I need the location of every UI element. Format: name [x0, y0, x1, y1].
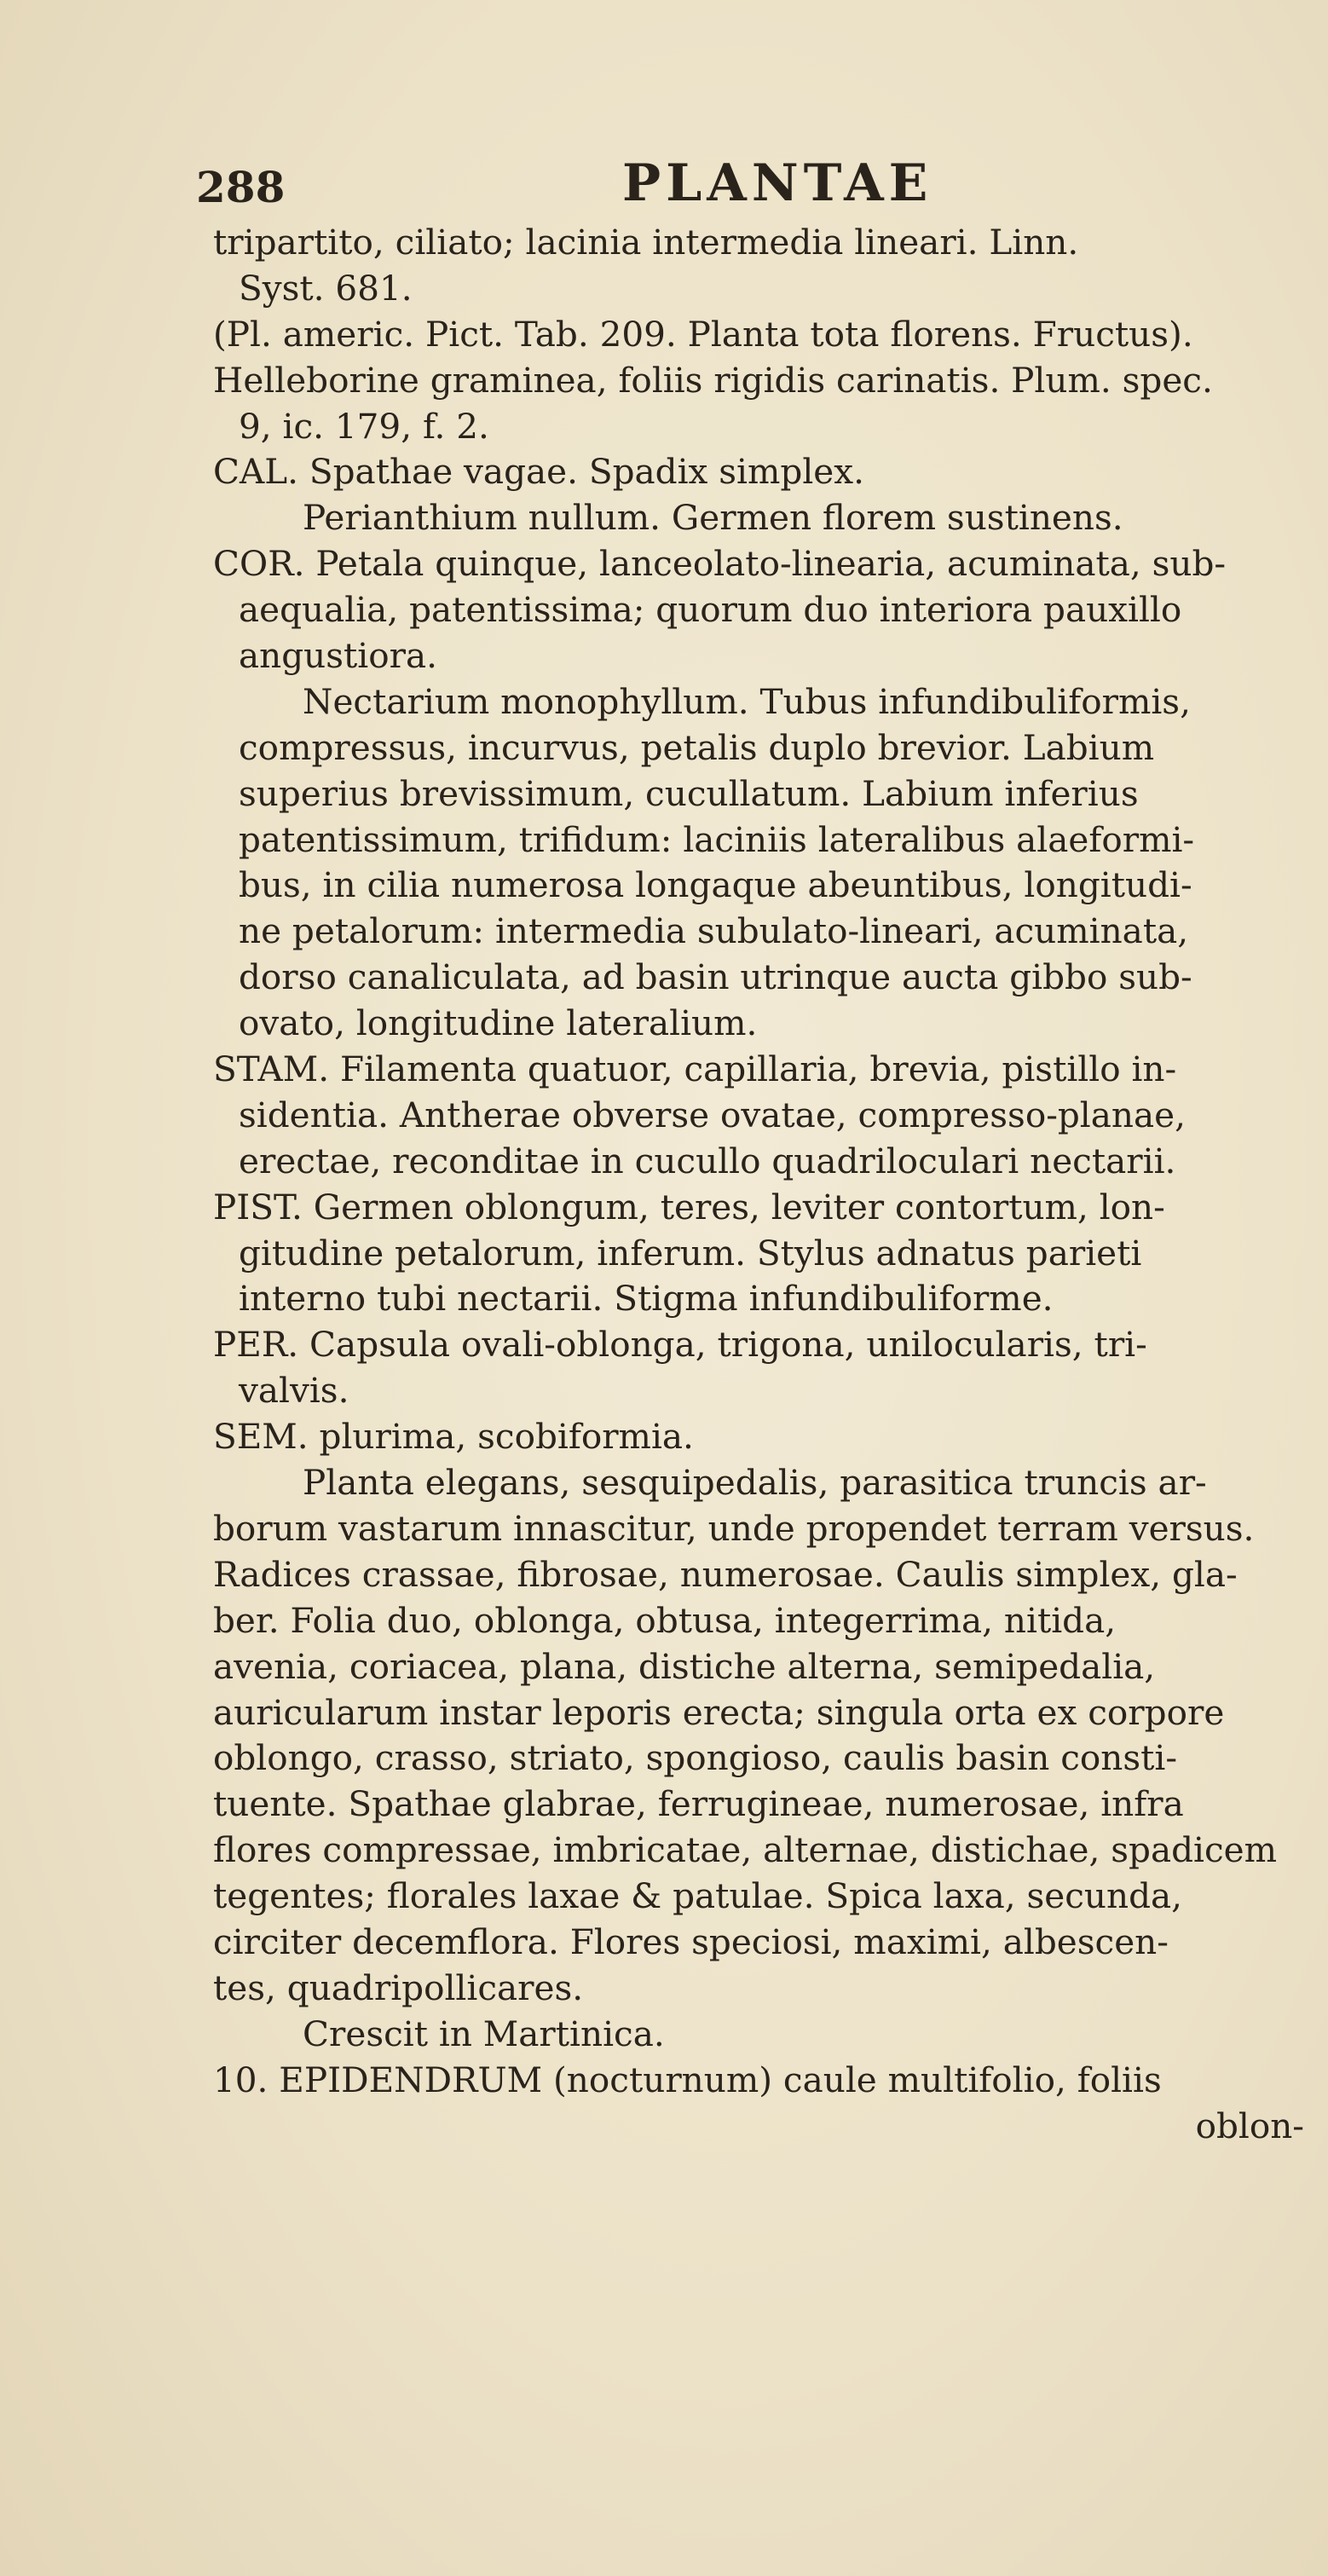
- text-line: 10. EPIDENDRUM (nocturnum) caule multifolio, foliis: [213, 2059, 1162, 2100]
- text-line: Perianthium nullum. Germen florem sustinens.: [303, 497, 1123, 539]
- text-line: Planta elegans, sesquipedalis, parasitica truncis ar-: [303, 1462, 1207, 1504]
- text-line: patentissimum, trifidum: laciniis lateralibus alaeformi-: [239, 818, 1195, 860]
- main-text: [213, 220, 1313, 2149]
- text-line: superius brevissimum, cucullatum. Labium inferius: [239, 772, 1139, 814]
- text-line: COR. Petala quinque, lanceolato-linearia, acuminata, sub-: [213, 543, 1227, 585]
- text-line: STAM. Filamenta quatuor, capillaria, brevia, pistillo in-: [213, 1048, 1177, 1090]
- text-line: ovato, longitudine lateralium.: [239, 1002, 758, 1044]
- text-line: ber. Folia duo, oblonga, obtusa, integerrima, nitida,: [213, 1599, 1117, 1641]
- text-line: Radices crassae, fibrosae, numerosae. Caulis simplex, gla-: [213, 1553, 1238, 1595]
- text-line: PER. Capsula ovali-oblonga, trigona, unilocularis, tri-: [213, 1324, 1147, 1366]
- text-line: tes, quadripollicares.: [213, 1967, 584, 2008]
- text-line: circiter decemflora. Flores speciosi, maximi, albescen-: [213, 1920, 1169, 1962]
- text-line: auricularum instar leporis erecta; singula orta ex corpore: [213, 1691, 1225, 1733]
- text-line: Syst. 681.: [239, 267, 413, 309]
- text-line: aequalia, patentissima; quorum duo interiora pauxillo: [239, 589, 1182, 631]
- text-line: valvis.: [239, 1370, 349, 1412]
- text-line: tegentes; florales laxae & patulae. Spica laxa, secunda,: [213, 1875, 1183, 1917]
- text-line: CAL. Spathae vagae. Spadix simplex.: [213, 451, 864, 493]
- text-line: ne petalorum: intermedia subulato-lineari, acuminata,: [239, 910, 1189, 952]
- text-line: dorso canaliculata, ad basin utrinque aucta gibbo sub-: [239, 956, 1192, 998]
- text-line: 9, ic. 179, f. 2.: [239, 405, 489, 447]
- catchword: oblon-: [1195, 2105, 1304, 2146]
- text-line: Nectarium monophyllum. Tubus infundibuliformis,: [303, 680, 1191, 722]
- text-line: sidentia. Antherae obverse ovatae, compresso-planae,: [239, 1094, 1186, 1135]
- text-line: interno tubi nectarii. Stigma infundibuliforme.: [239, 1278, 1054, 1320]
- text-line: tripartito, ciliato; lacinia intermedia lineari. Linn.: [213, 222, 1079, 263]
- text-line: compressus, incurvus, petalis duplo brevior. Labium: [239, 726, 1155, 768]
- text-line: Helleborine graminea, foliis rigidis carinatis. Plum. spec.: [213, 359, 1213, 401]
- text-line: flores compressae, imbricatae, alternae, distichae, spadicem: [213, 1829, 1278, 1871]
- running-title: PLANTAE: [622, 153, 933, 213]
- text-line: oblongo, crasso, striato, spongioso, caulis basin consti-: [213, 1737, 1178, 1779]
- text-line: tuente. Spathae glabrae, ferrugineae, numerosae, infra: [213, 1783, 1184, 1825]
- page-number: 288: [196, 162, 286, 212]
- text-line: erectae, reconditae in cucullo quadriloculari nectarii.: [239, 1140, 1176, 1181]
- text-line: gitudine petalorum, inferum. Stylus adnatus parieti: [239, 1232, 1142, 1274]
- text-line: avenia, coriacea, plana, distiche alterna, semipedalia,: [213, 1645, 1156, 1687]
- text-line: Crescit in Martinica.: [303, 2013, 665, 2054]
- text-line: borum vastarum innascitur, unde propendet terram versus.: [213, 1507, 1255, 1549]
- text-line: PIST. Germen oblongum, teres, leviter contortum, lon-: [213, 1186, 1165, 1227]
- text-line: angustiora.: [239, 635, 438, 677]
- text-line: (Pl. americ. Pict. Tab. 209. Planta tota florens. Fructus).: [213, 313, 1193, 355]
- text-line: SEM. plurima, scobiformia.: [213, 1416, 694, 1458]
- text-line: bus, in cilia numerosa longaque abeuntibus, longitudi-: [239, 864, 1192, 906]
- page-header: [162, 136, 1251, 213]
